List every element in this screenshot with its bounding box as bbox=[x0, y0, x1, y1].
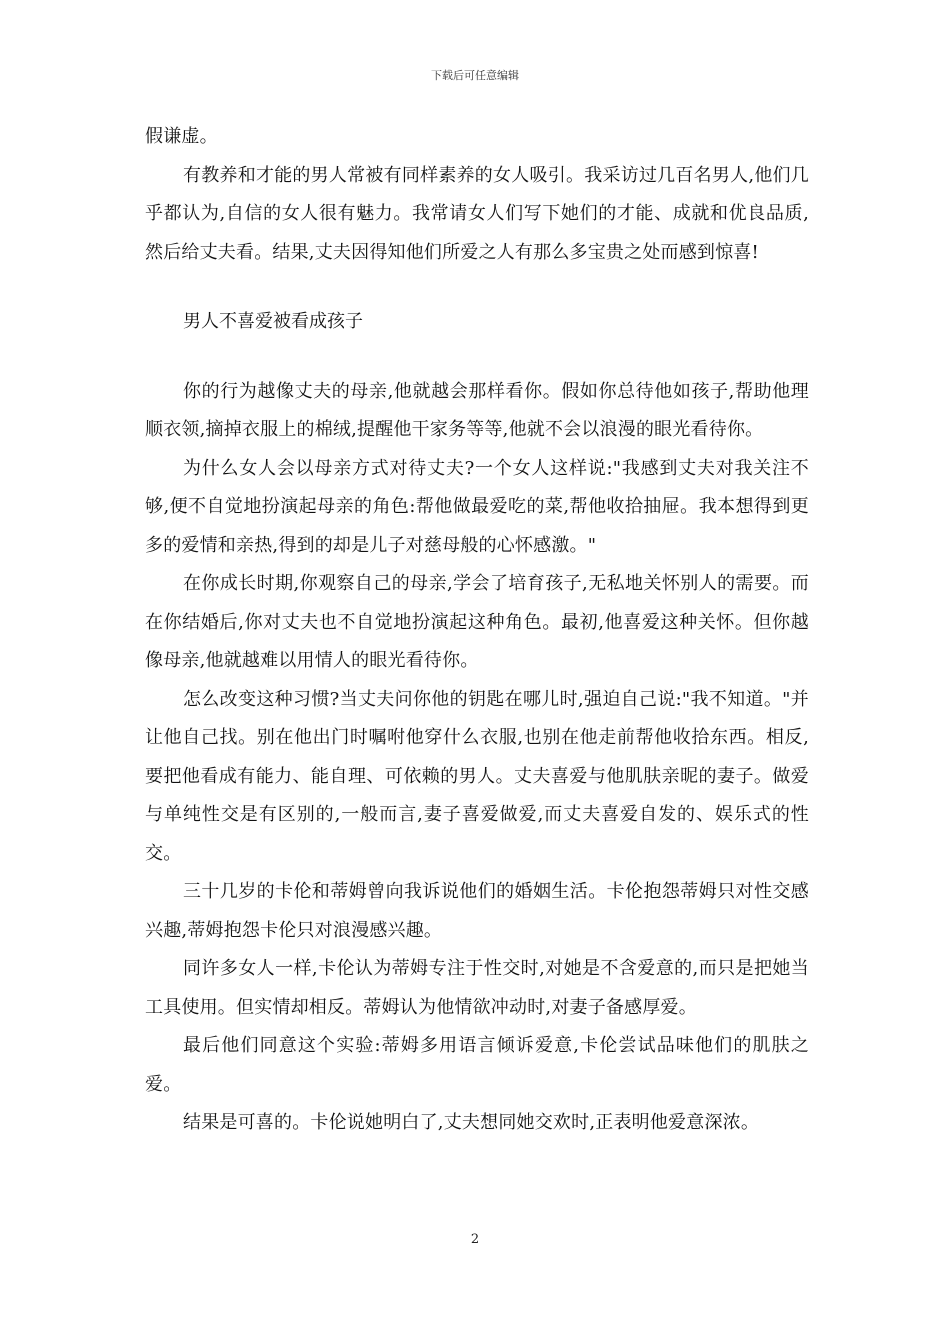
paragraph: 怎么改变这种习惯?当丈夫问你他的钥匙在哪儿时,强迫自己说:"我不知道。"并让他自己找。别在他出门时嘱咐他穿什么衣服,也别在他走前帮他收拾东西。相反,要把他看成有能力、能自理、可依赖的男人。丈夫喜爱与他肌肤亲昵的妻子。做爱与单纯性交是有区别的,一般而言,妻子喜爱做爱,而丈夫喜爱自发的、娱乐式的性交。 bbox=[145, 688, 809, 864]
section-heading: 男人不喜爱被看成孩子 bbox=[183, 311, 363, 332]
paragraph: 为什么女人会以母亲方式对待丈夫?一个女人这样说:"我感到丈夫对我关注不够,便不自觉地扮演起母亲的角色:帮他做最爱吃的菜,帮他收拾抽屉。我本想得到更多的爱情和亲热,得到的却是儿子对慈母般的心怀感激。" bbox=[145, 457, 809, 556]
paragraph: 同许多女人一样,卡伦认为蒂姆专注于性交时,对她是不含爱意的,而只是把她当工具使用。但实情却相反。蒂姆认为他情欲冲动时,对妻子备感厚爱。 bbox=[145, 958, 809, 1018]
page-number: 2 bbox=[470, 1232, 480, 1247]
paragraph: 有教养和才能的男人常被有同样素养的女人吸引。我采访过几百名男人,他们几乎都认为,自信的女人很有魅力。我常请女人们写下她们的才能、成就和优良品质,然后给丈夫看。结果,丈夫因得知他们所爱之人有那么多宝贵之处而感到惊喜! bbox=[145, 164, 809, 263]
paragraph: 三十几岁的卡伦和蒂姆曾向我诉说他们的婚姻生活。卡伦抱怨蒂姆只对性交感兴趣,蒂姆抱怨卡伦只对浪漫感兴趣。 bbox=[145, 881, 809, 941]
paragraph: 在你成长时期,你观察自己的母亲,学会了培育孩子,无私地关怀别人的需要。而在你结婚后,你对丈夫也不自觉地扮演起这种角色。最初,他喜爱这种关怀。但你越像母亲,他就越难以用情人的眼光看待你。 bbox=[145, 573, 809, 671]
paragraph: 最后他们同意这个实验:蒂姆多用语言倾诉爱意,卡伦尝试品味他们的肌肤之爱。 bbox=[145, 1035, 809, 1095]
document-body bbox=[145, 118, 809, 1143]
paragraph: 结果是可喜的。卡伦说她明白了,丈夫想同她交欢时,正表明他爱意深浓。 bbox=[183, 1112, 760, 1133]
spacer bbox=[145, 272, 809, 303]
paragraph-continuation: 假谦虚。 bbox=[145, 126, 218, 147]
spacer bbox=[145, 342, 809, 373]
paragraph: 你的行为越像丈夫的母亲,他就越会那样看你。假如你总待他如孩子,帮助他理顺衣领,摘掉衣服上的棉绒,提醒他干家务等等,他就不会以浪漫的眼光看待你。 bbox=[145, 380, 809, 440]
page-header: 下载后可任意编辑 bbox=[431, 69, 519, 82]
